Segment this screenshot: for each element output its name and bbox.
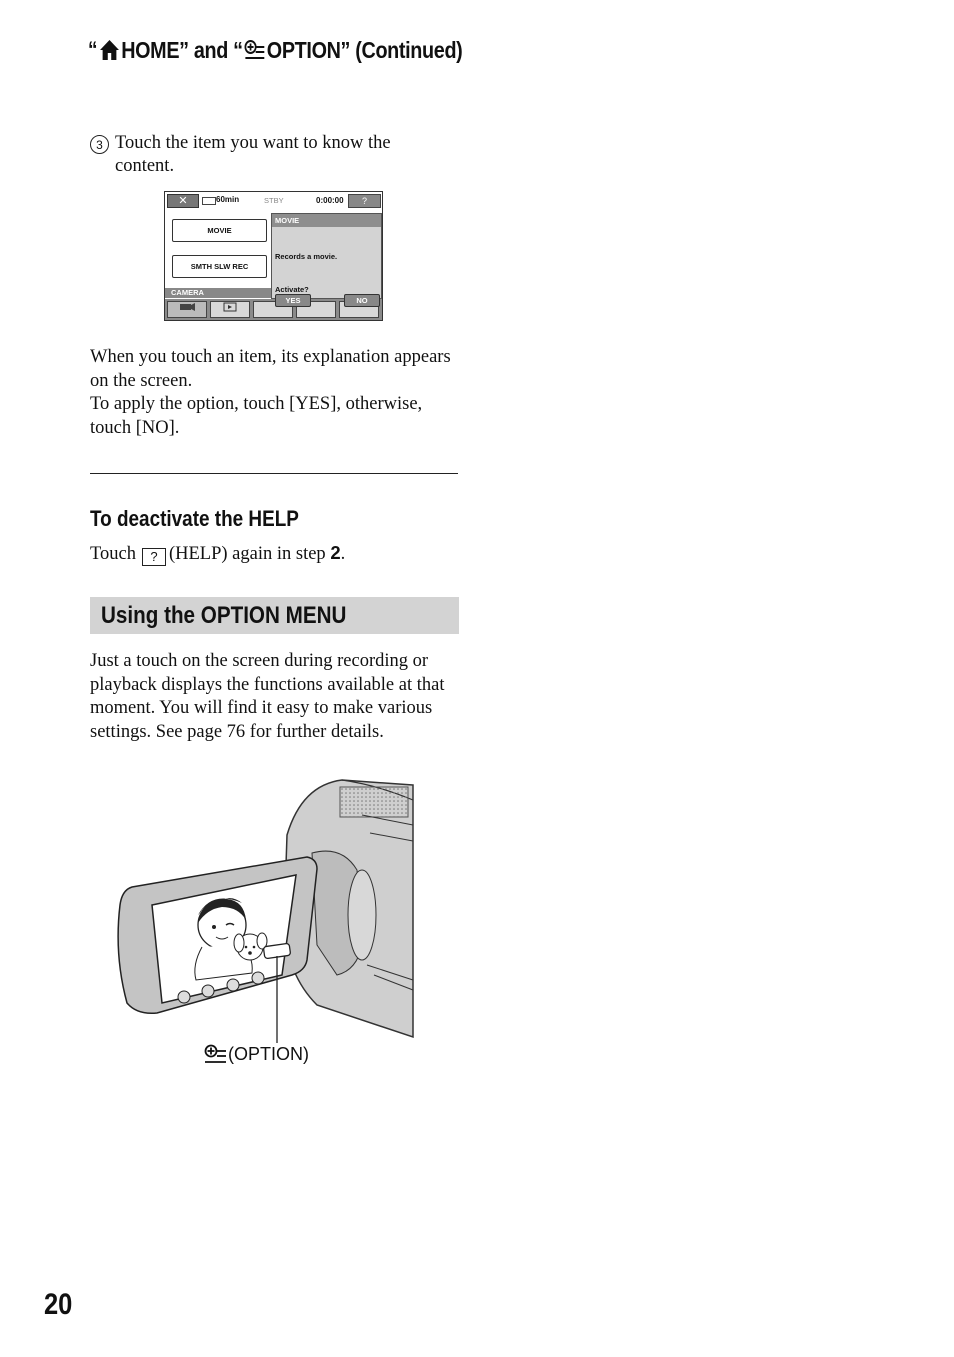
lcd-panel-question: Activate? [275, 285, 309, 294]
lcd-battery-time: 60min [216, 195, 240, 204]
section-divider [90, 473, 458, 474]
option-icon [244, 38, 266, 62]
lcd-panel-description: Records a movie. [275, 252, 338, 261]
lcd-menu-item-movie: MOVIE [172, 219, 267, 242]
battery-icon [202, 197, 216, 205]
lcd-yes-button: YES [275, 294, 311, 307]
lcd-screen-illustration [164, 191, 383, 321]
explanation-paragraph-2: To apply the option, touch [YES], otherwise, touch [NO]. [90, 394, 423, 438]
lcd-help-panel [271, 213, 382, 305]
step-text: Touch the item you want to know the content. [115, 133, 391, 176]
option-callout-label: (OPTION) [228, 1043, 309, 1064]
lcd-panel-title: MOVIE [272, 214, 381, 227]
playback-tab-icon [210, 301, 250, 318]
lcd-top-bar [165, 192, 382, 210]
camera-tab-icon [167, 301, 207, 318]
help-button-icon: ? [142, 548, 166, 566]
deactivate-end: . [340, 544, 346, 564]
page-header [88, 30, 462, 70]
deactivate-middle: (HELP) again in step [168, 544, 326, 564]
step-reference: 2 [330, 542, 341, 563]
camcorder-illustration [112, 775, 414, 1045]
lcd-category-bar: CAMERA [165, 288, 272, 298]
home-icon [98, 38, 120, 62]
option-callout [204, 1043, 309, 1065]
touch-word: Touch [90, 544, 136, 564]
header-open-quote: “ [88, 37, 98, 62]
explanation-paragraph-1: When you touch an item, its explanation appears on the screen. [90, 347, 451, 391]
lcd-no-button: NO [344, 294, 380, 307]
lcd-close-button: ✕ [167, 194, 199, 208]
deactivate-instruction [90, 541, 345, 566]
header-mid-text: ” and “ [179, 36, 243, 63]
lcd-help-button: ? [348, 194, 381, 208]
header-close-text: ” (Continued) [340, 36, 463, 63]
option-menu-heading: Using the OPTION MENU [101, 601, 347, 629]
lcd-counter: 0:00:00 [316, 196, 344, 205]
header-option-label: OPTION [266, 36, 341, 63]
lcd-menu-item-smth-slw-rec: SMTH SLW REC [172, 255, 267, 278]
option-menu-body: Just a touch on the screen during recording or playback displays the functions available at that moment. You will find it easy to make various settings. See page 76 for further details. [90, 651, 445, 742]
page-number: 20 [44, 1288, 73, 1321]
option-icon [204, 1043, 228, 1065]
deactivate-heading: To deactivate the HELP [90, 506, 299, 531]
lcd-status: STBY [264, 196, 284, 205]
step-number: 3 [90, 135, 109, 154]
header-home-label: HOME [121, 36, 180, 63]
